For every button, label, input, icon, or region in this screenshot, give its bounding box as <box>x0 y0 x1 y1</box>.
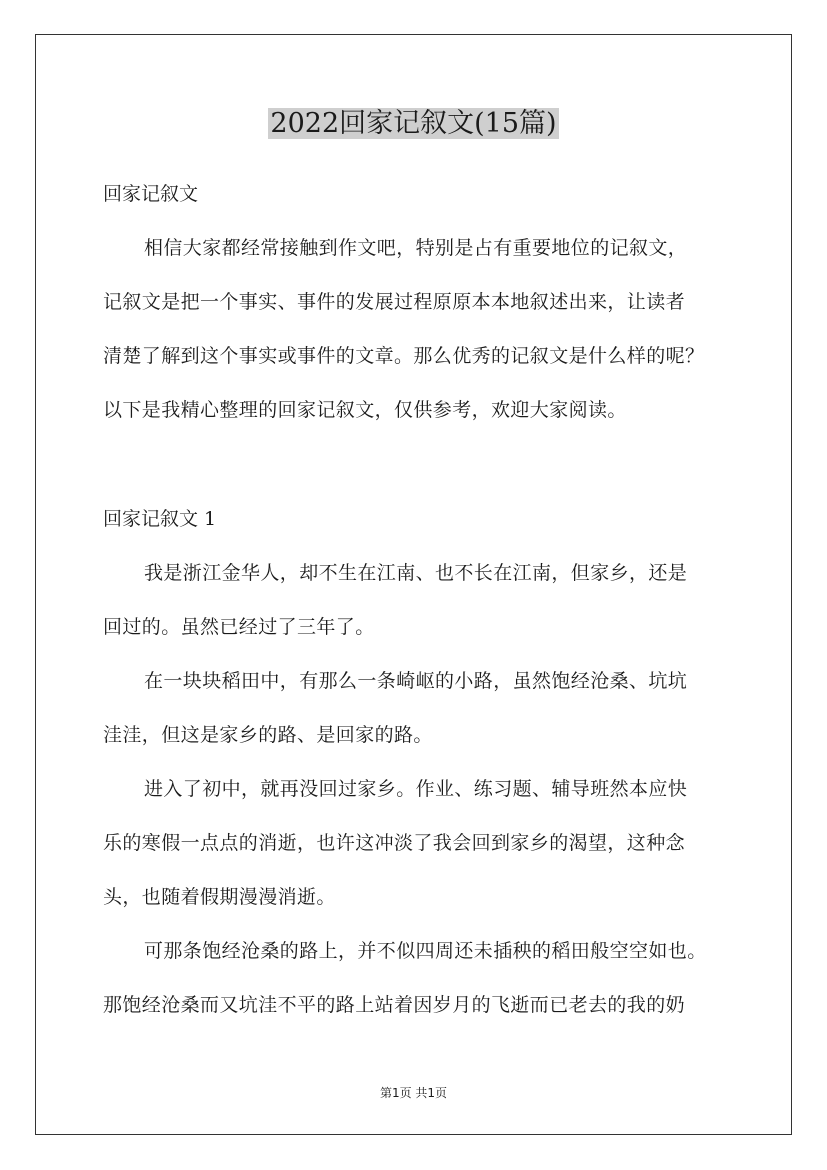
essay1-line: 乐的寒假一点点的消逝，也许这冲淡了我会回到家乡的渴望，这种念 <box>103 832 686 854</box>
intro-line: 相信大家都经常接触到作文吧，特别是占有重要地位的记叙文， <box>144 237 688 259</box>
page-footer: 第1页 共1页 <box>379 1086 448 1100</box>
intro-line: 记叙文是把一个事实、事件的发展过程原原本本地叙述出来，让读者 <box>103 291 686 313</box>
essay1-line: 进入了初中，就再没回过家乡。作业、练习题、辅导班然本应快 <box>144 778 688 800</box>
essay1-line: 回过的。虽然已经过了三年了。 <box>103 616 375 638</box>
essay1-line: 在一块块稻田中，有那么一条崎岖的小路，虽然饱经沧桑、坑坑 <box>144 670 688 692</box>
essay1-line: 那饱经沧桑而又坑洼不平的路上站着因岁月的飞逝而已老去的我的奶 <box>103 994 686 1016</box>
intro-line: 清楚了解到这个事实或事件的文章。那么优秀的记叙文是什么样的呢？ <box>103 345 705 367</box>
essay1-line: 头，也随着假期漫漫消逝。 <box>103 886 336 908</box>
intro-heading: 回家记叙文 <box>103 183 199 205</box>
essay1-line: 洼洼，但这是家乡的路、是回家的路。 <box>103 724 433 746</box>
essay1-line: 可那条饱经沧桑的路上，并不似四周还未插秧的稻田般空空如也。 <box>144 940 707 962</box>
document-title <box>0 105 827 143</box>
essay1-line: 我是浙江金华人，却不生在江南、也不长在江南，但家乡，还是 <box>144 562 688 584</box>
essay1-heading: 回家记叙文 1 <box>103 508 217 530</box>
document-title-text: 2022回家记叙文(15篇) <box>270 108 557 139</box>
intro-line: 以下是我精心整理的回家记叙文，仅供参考，欢迎大家阅读。 <box>103 399 627 421</box>
